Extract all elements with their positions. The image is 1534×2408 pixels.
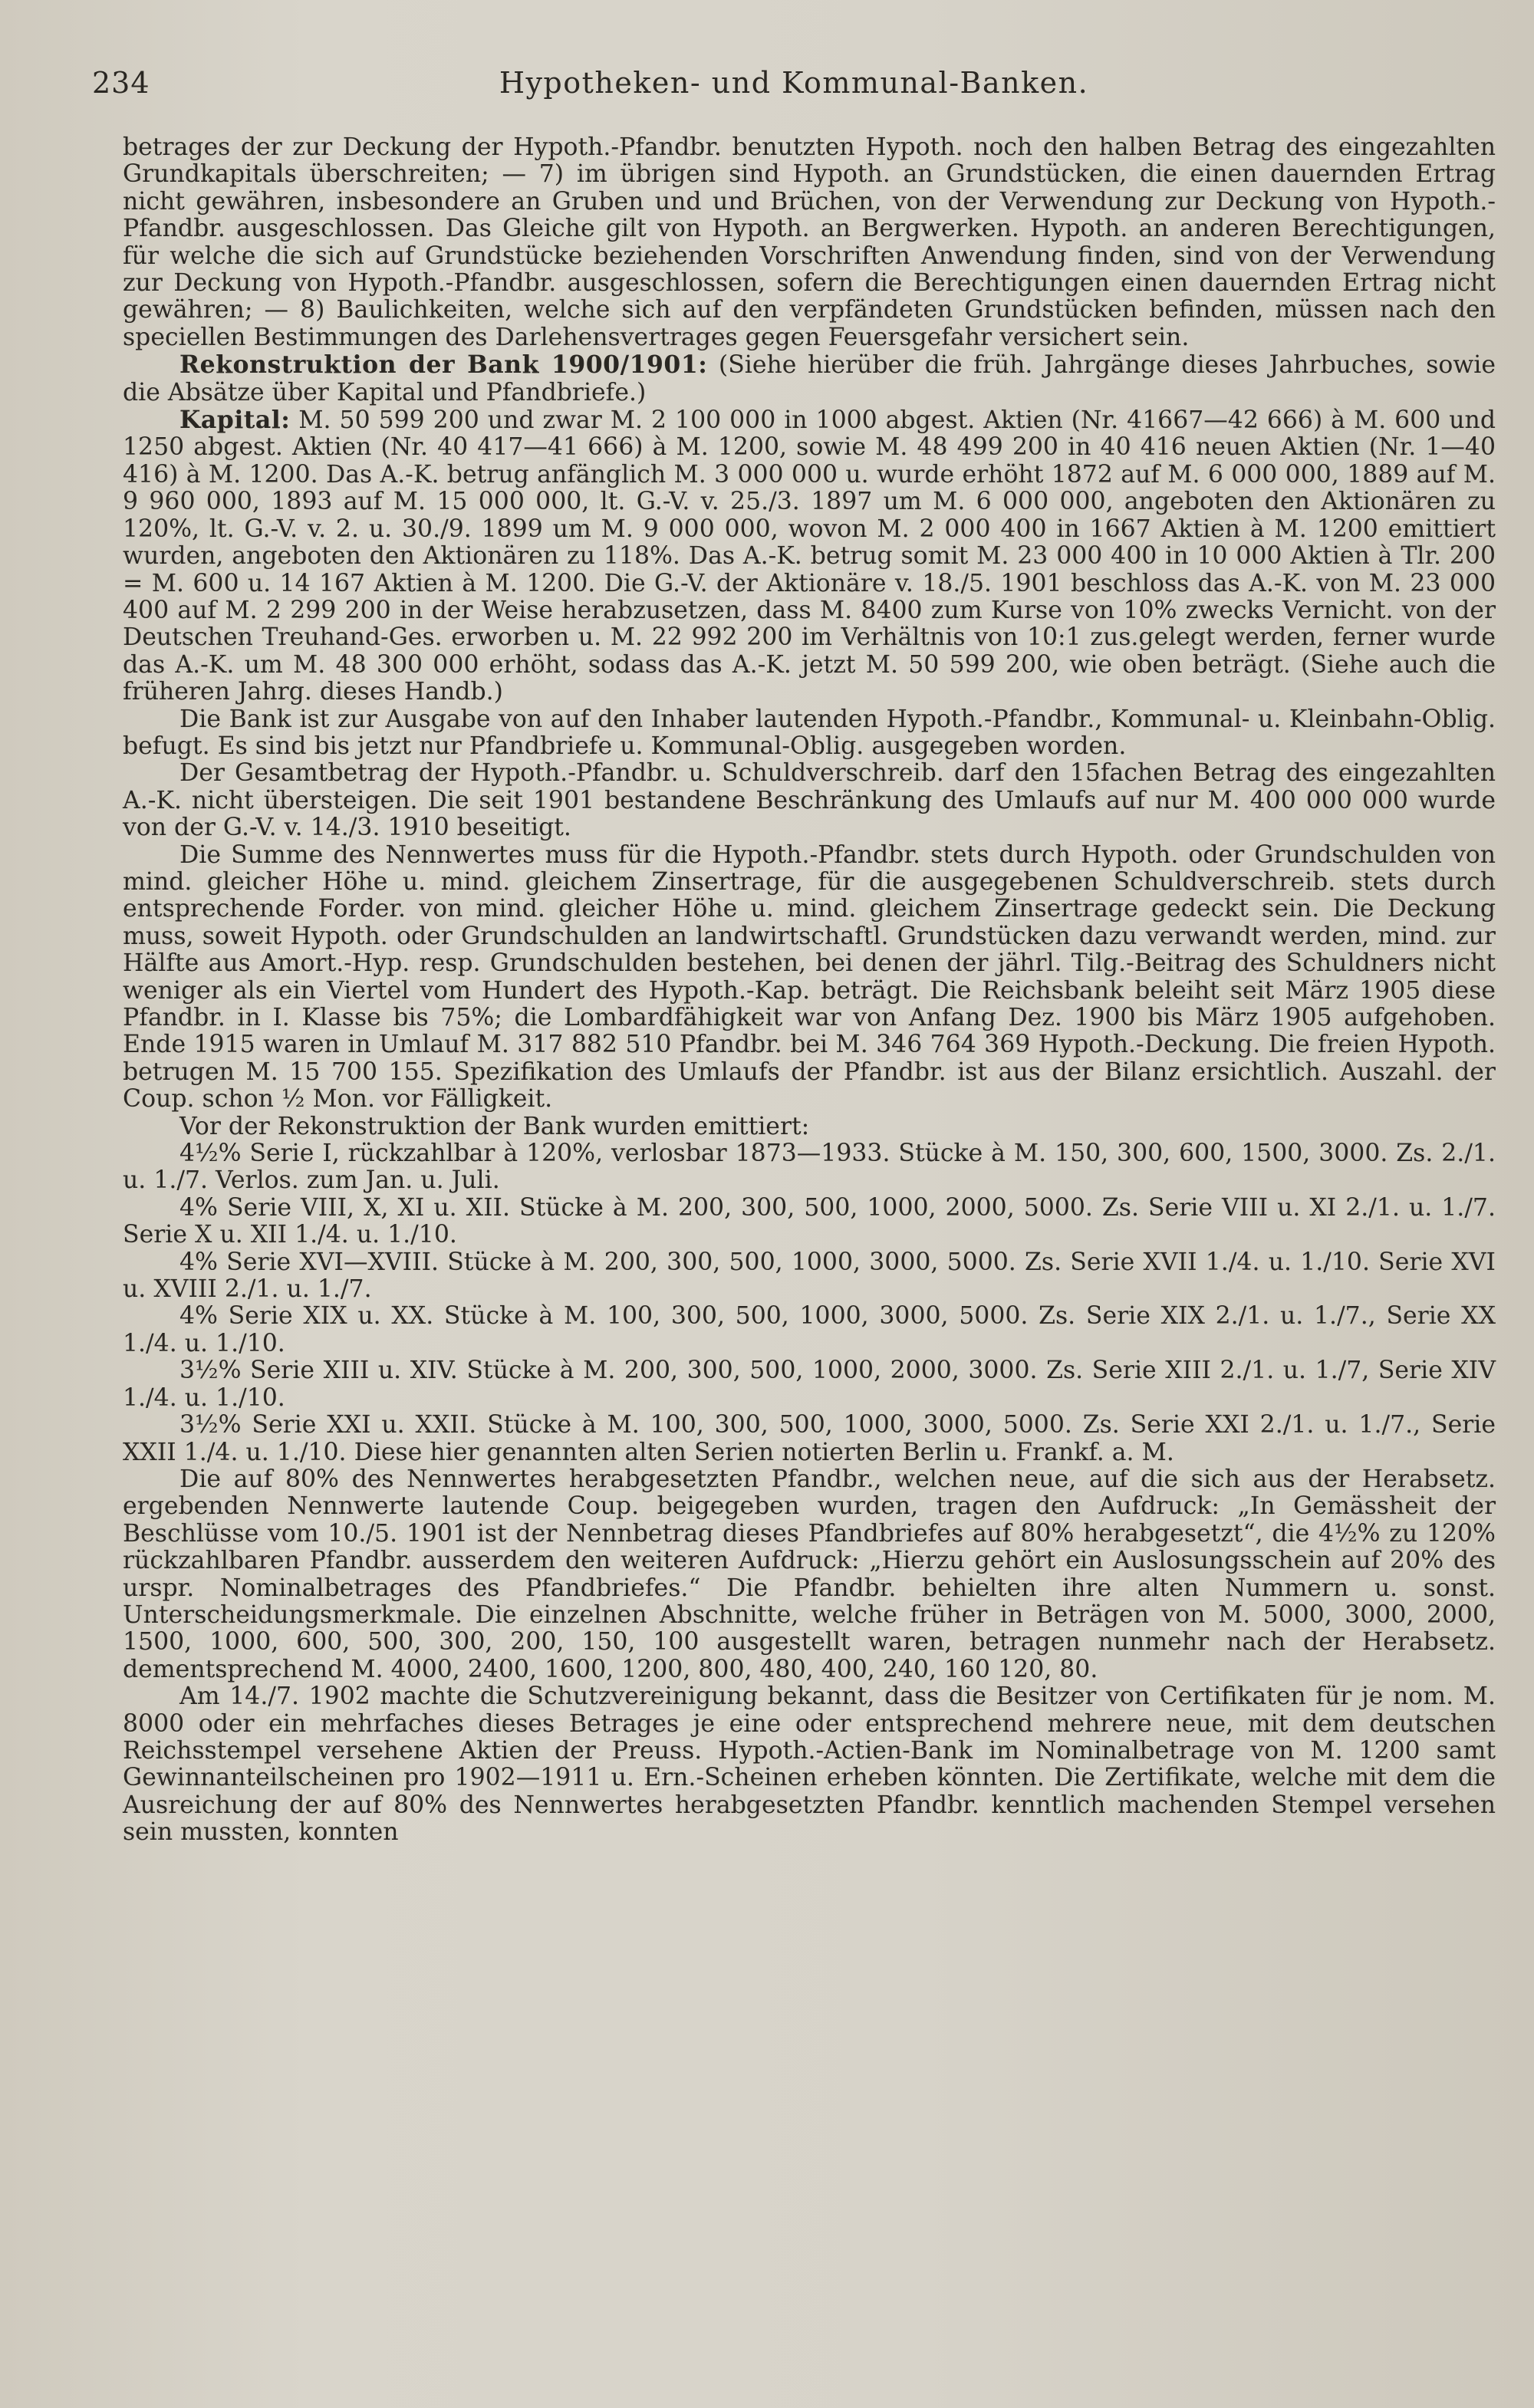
- paragraph: Die Bank ist zur Ausgabe von auf den Inhaber lautenden Hypoth.-Pfandbr., Kommunal- u. Kleinbahn-Oblig. befugt. Es sind bis jetzt nur Pfandbriefe u. Kommunal-Oblig. ausgegeben worden.: [123, 705, 1496, 760]
- paragraph: Die Summe des Nennwertes muss für die Hypoth.-Pfandbr. stets durch Hypoth. oder Grundschulden von mind. gleicher Höhe u. mind. gleichem Zinsertrage, für die ausgegebenen Schuldverschreib. stets durch entsprechende Forder. von mind. gleicher Höhe u. mind. gleichem Zinsertrage gedeckt sein. Die Deckung muss, soweit Hypoth. oder Grundschulden an landwirtschaftl. Grundstücken dazu verwandt werden, mind. zur Hälfte aus Amort.-Hyp. resp. Grundschulden bestehen, bei denen der jährl. Tilg.-Beitrag des Schuldners nicht weniger als ein Viertel vom Hundert des Hypoth.-Kap. beträgt. Die Reichsbank beleiht seit März 1905 diese Pfandbr. in I. Klasse bis 75%; die Lombardfähigkeit war von Anfang Dez. 1900 bis März 1905 aufgehoben. Ende 1915 waren in Umlauf M. 317 882 510 Pfandbr. bei M. 346 764 369 Hypoth.-Deckung. Die freien Hypoth. betrugen M. 15 700 155. Spezifikation des Umlaufs der Pfandbr. ist aus der Bilanz ersichtlich. Auszahl. der Coup. schon ½ Mon. vor Fälligkeit.: [123, 840, 1496, 1114]
- body-text: [123, 134, 1496, 1847]
- paragraph-text: M. 50 599 200 und zwar M. 2 100 000 in 1000 abgest. Aktien (Nr. 41667—42 666) à M. 600 und 1250 abgest. Aktien (Nr. 40 417—41 666) à M. 1200, sowie M. 48 499 200 in 40 416 neuen Aktien (Nr. 1—40 416) à M. 1200. Das A.-K. betrug anfänglich M. 3 000 000 u. wurde erhöht 1872 auf M. 6 000 000, 1889 auf M. 9 960 000, 1893 auf M. 15 000 000, lt. G.-V. v. 25./3. 1897 um M. 6 000 000, angeboten den Aktionären zu 120%, lt. G.-V. v. 2. u. 30./9. 1899 um M. 9 000 000, wovon M. 2 000 400 in 1667 Aktien à M. 1200 emittiert wurden, angeboten den Aktionären zu 118%. Das A.-K. betrug somit M. 23 000 400 in 10 000 Aktien à Tlr. 200 = M. 600 u. 14 167 Aktien à M. 1200. Die G.-V. der Aktionäre v. 18./5. 1901 beschloss das A.-K. von M. 23 000 400 auf M. 2 299 200 in der Weise herabzusetzen, dass M. 8400 zum Kurse von 10% zwecks Vernicht. von der Deutschen Treuhand-Ges. erworben u. M. 22 992 200 im Verhältnis von 10:1 zus.gelegt werden, ferner wurde das A.-K. um M. 48 300 000 erhöht, sodass das A.-K. jetzt M. 50 599 200, wie oben beträgt. (Siehe auch die früheren Jahrg. dieses Handb.): [123, 406, 1496, 706]
- page-number: 234: [92, 66, 150, 100]
- series-entry: 4½% Serie I, rückzahlbar à 120%, verlosbar 1873—1933. Stücke à M. 150, 300, 600, 1500, 3000. Zs. 2./1. u. 1./7. Verlos. zum Jan. u. Juli.: [123, 1140, 1496, 1195]
- series-entry: 4% Serie VIII, X, XI u. XII. Stücke à M. 200, 300, 500, 1000, 2000, 5000. Zs. Serie VIII u. XI 2./1. u. 1./7. Serie X u. XII 1./4. u. 1./10.: [123, 1193, 1496, 1249]
- series-entry: 3½% Serie XIII u. XIV. Stücke à M. 200, 300, 500, 1000, 2000, 3000. Zs. Serie XIII 2./1. u. 1./7, Serie XIV 1./4. u. 1./10.: [123, 1357, 1496, 1412]
- paragraph-text: (Siehe hierüber die früh. Jahrgänge dieses Jahrbuches, sowie die Absätze über Kapital und Pfandbriefe.): [123, 351, 1496, 406]
- paragraph-kapital: [123, 406, 1496, 706]
- section-heading-kapital: Kapital:: [179, 406, 291, 435]
- paragraph: Die auf 80% des Nennwertes herabgesetzten Pfandbr., welchen neue, auf die sich aus der Herabsetz. ergebenden Nennwerte lautende Coup. beigegeben wurden, tragen den Aufdruck: „In Gemässheit der Beschlüsse vom 10./5. 1901 ist der Nennbetrag dieses Pfandbriefes auf 80% herabgesetzt“, die 4½% zu 120% rückzahlbaren Pfandbr. ausserdem den weiteren Aufdruck: „Hierzu gehört ein Auslosungsschein auf 20% des urspr. Nominalbetrages des Pfandbriefes.“ Die Pfandbr. behielten ihre alten Nummern u. sonst. Unterscheidungsmerkmale. Die einzelnen Abschnitte, welche früher in Beträgen von M. 5000, 3000, 2000, 1500, 1000, 600, 500, 300, 200, 150, 100 ausgestellt waren, betragen nunmehr nach der Herabsetz. dementsprechend M. 4000, 2400, 1600, 1200, 800, 480, 400, 240, 160 120, 80.: [123, 1465, 1496, 1683]
- series-entry: 3½% Serie XXI u. XXII. Stücke à M. 100, 300, 500, 1000, 3000, 5000. Zs. Serie XXI 2./1. u. 1./7., Serie XXII 1./4. u. 1./10. Diese hier genannten alten Serien notierten Berlin u. Frankf. a. M.: [123, 1411, 1496, 1466]
- paragraph-emission-intro: Vor der Rekonstruktion der Bank wurden emittiert:: [179, 1112, 810, 1140]
- paragraph: Am 14./7. 1902 machte die Schutzvereinigung bekannt, dass die Besitzer von Certifikaten für je nom. M. 8000 oder ein mehrfaches dieses Betrages je eine oder entsprechend mehrere neue, mit dem deutschen Reichsstempel versehene Aktien der Preuss. Hypoth.-Actien-Bank im Nominalbetrage von M. 1200 samt Gewinnanteilscheinen pro 1902—1911 u. Ern.-Scheinen erheben könnten. Die Zertifikate, welche mit dem die Ausreichung der auf 80% des Nennwertes herabgesetzten Pfandbr. kenntlich machenden Stempel versehen sein mussten, konnten: [123, 1683, 1496, 1847]
- paragraph: Der Gesamtbetrag der Hypoth.-Pfandbr. u. Schuldverschreib. darf den 15fachen Betrag des eingezahlten A.-K. nicht übersteigen. Die seit 1901 bestandene Beschränkung des Umlaufs auf nur M. 400 000 000 wurde von der G.-V. v. 14./3. 1910 beseitigt.: [123, 759, 1496, 842]
- paragraph-rekonstruktion: [123, 351, 1496, 406]
- section-heading-rekonstruktion: Rekonstruktion der Bank 1900/1901:: [179, 350, 708, 380]
- series-entry: 4% Serie XIX u. XX. Stücke à M. 100, 300, 500, 1000, 3000, 5000. Zs. Serie XIX 2./1. u. 1./7., Serie XX 1./4. u. 1./10.: [123, 1302, 1496, 1357]
- series-entry: 4% Serie XVI—XVIII. Stücke à M. 200, 300, 500, 1000, 3000, 5000. Zs. Serie XVII 1./4. u. 1./10. Serie XVI u. XVIII 2./1. u. 1./7.: [123, 1248, 1496, 1304]
- page-header: [92, 66, 1496, 104]
- paragraph-continuation: betrages der zur Deckung der Hypoth.-Pfandbr. benutzten Hypoth. noch den halben Betrag des eingezahlten Grundkapitals überschreiten; — 7) im übrigen sind Hypoth. an Grundstücken, die einen dauernden Ertrag nicht gewähren, insbesondere an Gruben und und Brüchen, von der Verwendung zur Deckung von Hypoth.-Pfandbr. ausgeschlossen. Das Gleiche gilt von Hypoth. an Bergwerken. Hypoth. an anderen Berechtigungen, für welche die sich auf Grundstücke beziehenden Vorschriften Anwendung finden, sind von der Verwendung zur Deckung von Hypoth.-Pfandbr. ausgeschlossen, sofern die Berechtigungen einen dauernden Ertrag nicht gewähren; — 8) Baulichkeiten, welche sich auf den verpfändeten Grundstücken befinden, müssen nach den speciellen Bestimmungen des Darlehensvertrages gegen Feuersgefahr versichert sein.: [123, 133, 1496, 351]
- running-title: Hypotheken- und Kommunal-Banken.: [499, 66, 1089, 100]
